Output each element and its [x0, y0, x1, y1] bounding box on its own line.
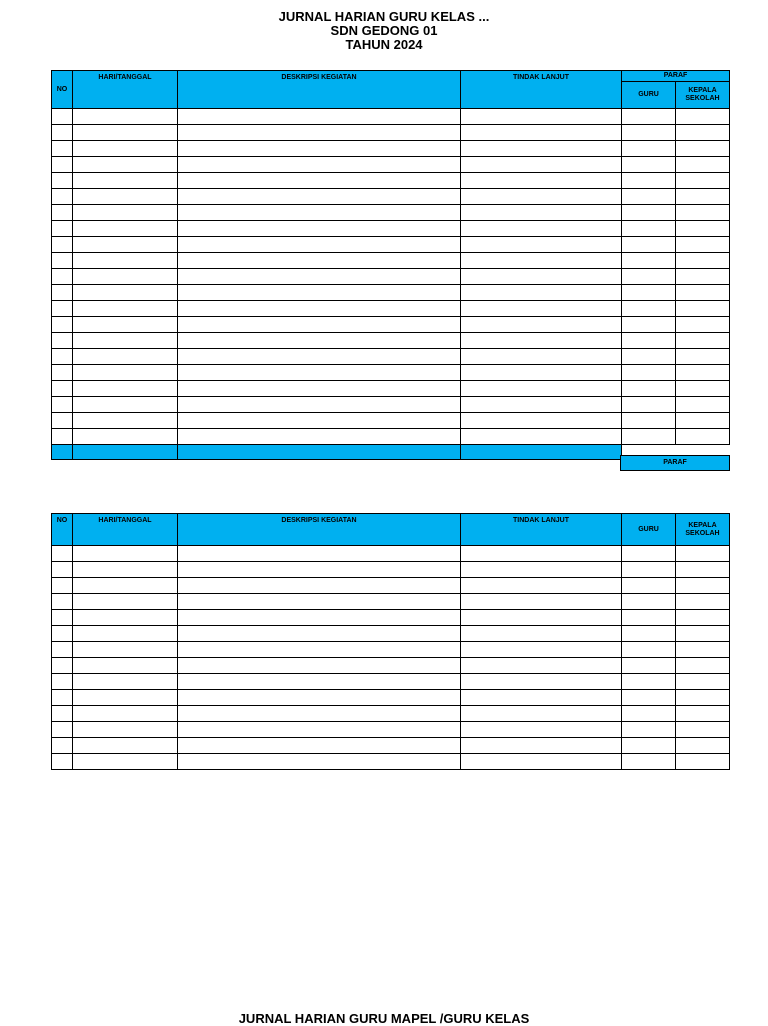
table-cell[interactable]: [52, 690, 73, 706]
table-cell[interactable]: [73, 578, 178, 594]
table-row: [52, 381, 730, 397]
table-cell[interactable]: [73, 690, 178, 706]
table-cell[interactable]: [73, 546, 178, 562]
table-cell[interactable]: [73, 141, 178, 157]
table-cell[interactable]: [178, 381, 461, 397]
table-cell[interactable]: [73, 722, 178, 738]
table-cell[interactable]: [73, 674, 178, 690]
table-cell[interactable]: [178, 690, 461, 706]
table-row: [52, 285, 730, 301]
table-cell[interactable]: [461, 594, 622, 610]
table-cell[interactable]: [461, 141, 622, 157]
table-cell[interactable]: [676, 429, 730, 445]
table-1-footer-paraf: PARAF: [620, 455, 730, 471]
table-cell[interactable]: [73, 626, 178, 642]
table-cell[interactable]: [622, 125, 676, 141]
table-cell[interactable]: [622, 221, 676, 237]
column-header-description: DESKRIPSI KEGIATAN: [178, 71, 461, 109]
table-cell[interactable]: [73, 642, 178, 658]
table-cell[interactable]: [676, 562, 730, 578]
table-cell[interactable]: [178, 642, 461, 658]
table-cell[interactable]: [178, 578, 461, 594]
table-cell[interactable]: [676, 365, 730, 381]
journal-table-1: [51, 70, 730, 460]
table-cell[interactable]: [622, 546, 676, 562]
table-cell[interactable]: [178, 413, 461, 429]
table-cell[interactable]: [461, 221, 622, 237]
table-cell[interactable]: [461, 349, 622, 365]
table-cell[interactable]: [676, 610, 730, 626]
table-cell[interactable]: [178, 125, 461, 141]
table-cell[interactable]: [622, 674, 676, 690]
table-cell[interactable]: [52, 754, 73, 770]
table-cell[interactable]: [461, 269, 622, 285]
table-row: [52, 642, 730, 658]
table-cell[interactable]: [73, 349, 178, 365]
table-cell[interactable]: [622, 706, 676, 722]
table-row: [52, 594, 730, 610]
table-cell[interactable]: [73, 221, 178, 237]
table-cell[interactable]: [622, 397, 676, 413]
table-cell[interactable]: [52, 429, 73, 445]
column-header-guru: GURU: [622, 514, 676, 546]
page-title-line-2: SDN GEDONG 01: [330, 23, 438, 38]
table-cell[interactable]: [52, 674, 73, 690]
column-header-paraf: PARAF: [622, 71, 730, 82]
table-cell[interactable]: [622, 237, 676, 253]
table-cell[interactable]: [52, 546, 73, 562]
table-cell[interactable]: [178, 189, 461, 205]
table-cell[interactable]: [622, 141, 676, 157]
table-cell[interactable]: [73, 658, 178, 674]
table-row: [52, 333, 730, 349]
table-row: [52, 269, 730, 285]
table-cell[interactable]: [622, 173, 676, 189]
table-cell[interactable]: [622, 317, 676, 333]
table-row: [52, 109, 730, 125]
table-cell[interactable]: [178, 674, 461, 690]
table-cell[interactable]: [461, 381, 622, 397]
table-row: [52, 157, 730, 173]
table-cell[interactable]: [676, 674, 730, 690]
table-cell[interactable]: [461, 285, 622, 301]
table-cell[interactable]: [622, 413, 676, 429]
table-cell[interactable]: [676, 658, 730, 674]
table-cell[interactable]: [461, 157, 622, 173]
table-cell[interactable]: [52, 141, 73, 157]
table-cell[interactable]: [622, 594, 676, 610]
table-cell[interactable]: [178, 562, 461, 578]
table-cell[interactable]: [676, 626, 730, 642]
table-cell[interactable]: [461, 562, 622, 578]
table-cell[interactable]: [52, 301, 73, 317]
table-row: [52, 626, 730, 642]
table-cell[interactable]: [676, 125, 730, 141]
column-header-follow-up: TINDAK LANJUT: [461, 71, 622, 109]
table-row: [52, 658, 730, 674]
page-title-line-3: TAHUN 2024: [345, 37, 423, 52]
table-cell[interactable]: [52, 445, 73, 460]
table-cell[interactable]: [52, 397, 73, 413]
table-cell[interactable]: [676, 173, 730, 189]
page-title-line-1: JURNAL HARIAN GURU KELAS ...: [278, 9, 490, 24]
table-cell[interactable]: [52, 722, 73, 738]
table-cell[interactable]: [461, 626, 622, 642]
table-cell[interactable]: [52, 610, 73, 626]
table-cell[interactable]: [461, 413, 622, 429]
table-cell[interactable]: [52, 706, 73, 722]
table-cell[interactable]: [73, 109, 178, 125]
table-cell[interactable]: [676, 285, 730, 301]
table-cell[interactable]: [178, 397, 461, 413]
table-cell[interactable]: [178, 546, 461, 562]
table-cell[interactable]: [73, 413, 178, 429]
table-row: [52, 546, 730, 562]
table-row: [52, 301, 730, 317]
table-cell[interactable]: [461, 738, 622, 754]
table-row: [52, 610, 730, 626]
table-cell[interactable]: [461, 706, 622, 722]
table-cell[interactable]: [461, 546, 622, 562]
table-cell[interactable]: [52, 189, 73, 205]
table-cell[interactable]: [676, 237, 730, 253]
table-row: [52, 253, 730, 269]
table-cell[interactable]: [461, 365, 622, 381]
table-cell[interactable]: [461, 754, 622, 770]
table-row: [52, 349, 730, 365]
table-cell[interactable]: [52, 221, 73, 237]
table-cell[interactable]: [73, 317, 178, 333]
table-cell[interactable]: [52, 109, 73, 125]
table-cell[interactable]: [676, 594, 730, 610]
table-cell[interactable]: [178, 722, 461, 738]
column-header-date: HARI/TANGGAL: [73, 514, 178, 546]
table-cell[interactable]: [52, 333, 73, 349]
table-cell[interactable]: [73, 445, 178, 460]
column-header-kepala-sekolah: KEPALA SEKOLAH: [676, 82, 730, 109]
table-cell[interactable]: [676, 413, 730, 429]
table-cell[interactable]: [461, 301, 622, 317]
table-cell[interactable]: [73, 429, 178, 445]
table-cell[interactable]: [73, 562, 178, 578]
table-row: [52, 429, 730, 445]
table-cell[interactable]: [52, 594, 73, 610]
table-cell[interactable]: [73, 189, 178, 205]
table-cell[interactable]: [73, 754, 178, 770]
table-cell[interactable]: [52, 658, 73, 674]
table-cell[interactable]: [178, 594, 461, 610]
table-cell[interactable]: [52, 562, 73, 578]
table-row: [52, 738, 730, 754]
table-cell[interactable]: [73, 365, 178, 381]
table-cell[interactable]: [676, 333, 730, 349]
table-cell[interactable]: [178, 253, 461, 269]
table-cell[interactable]: [178, 109, 461, 125]
table-cell[interactable]: [52, 317, 73, 333]
table-cell[interactable]: [73, 706, 178, 722]
table-cell[interactable]: [52, 237, 73, 253]
table-cell[interactable]: [676, 397, 730, 413]
table-cell[interactable]: [73, 738, 178, 754]
table-cell[interactable]: [178, 141, 461, 157]
table-cell[interactable]: [73, 173, 178, 189]
table-cell[interactable]: [622, 578, 676, 594]
column-header-kepala-sekolah: KEPALA SEKOLAH: [676, 514, 730, 546]
table-cell[interactable]: [622, 365, 676, 381]
table-cell[interactable]: [52, 173, 73, 189]
table-row: [52, 365, 730, 381]
table-row: [52, 125, 730, 141]
table-cell[interactable]: [461, 317, 622, 333]
table-cell[interactable]: [178, 237, 461, 253]
table-cell[interactable]: [461, 610, 622, 626]
table-cell[interactable]: [73, 333, 178, 349]
table-cell[interactable]: [73, 594, 178, 610]
table-cell[interactable]: [461, 445, 622, 460]
table-row: [52, 221, 730, 237]
table-cell[interactable]: [676, 109, 730, 125]
table-cell[interactable]: [622, 610, 676, 626]
table-cell[interactable]: [622, 562, 676, 578]
table-cell[interactable]: [622, 754, 676, 770]
table-cell[interactable]: [178, 429, 461, 445]
table-row: [52, 173, 730, 189]
table-cell[interactable]: [73, 157, 178, 173]
table-cell[interactable]: [676, 221, 730, 237]
table-cell[interactable]: [622, 722, 676, 738]
table-cell[interactable]: [178, 333, 461, 349]
table-row: [52, 413, 730, 429]
table-cell[interactable]: [622, 381, 676, 397]
table-cell[interactable]: [676, 754, 730, 770]
table-cell[interactable]: [622, 157, 676, 173]
table-row: [52, 141, 730, 157]
table-cell[interactable]: [622, 333, 676, 349]
table-cell[interactable]: [676, 301, 730, 317]
table-cell[interactable]: [676, 690, 730, 706]
table-cell[interactable]: [461, 333, 622, 349]
table-cell[interactable]: [676, 381, 730, 397]
table-cell[interactable]: [461, 253, 622, 269]
table-cell[interactable]: [461, 674, 622, 690]
table-cell[interactable]: [622, 642, 676, 658]
table-cell[interactable]: [73, 125, 178, 141]
table-cell[interactable]: [622, 658, 676, 674]
table-cell[interactable]: [676, 253, 730, 269]
table-cell[interactable]: [622, 269, 676, 285]
table-cell[interactable]: [52, 381, 73, 397]
table-cell[interactable]: [178, 610, 461, 626]
table-cell[interactable]: [622, 253, 676, 269]
table-cell[interactable]: [178, 445, 461, 460]
table-cell[interactable]: [676, 317, 730, 333]
table-cell[interactable]: [178, 301, 461, 317]
column-header-guru: GURU: [622, 82, 676, 109]
table-cell[interactable]: [178, 754, 461, 770]
table-cell[interactable]: [73, 205, 178, 221]
table-cell[interactable]: [52, 269, 73, 285]
table-cell[interactable]: [461, 109, 622, 125]
table-cell[interactable]: [676, 269, 730, 285]
table-row: [52, 690, 730, 706]
table-cell[interactable]: [676, 349, 730, 365]
table-row: [52, 722, 730, 738]
table-cell[interactable]: [622, 626, 676, 642]
table-cell[interactable]: [622, 301, 676, 317]
table-cell[interactable]: [178, 626, 461, 642]
table-cell[interactable]: [461, 173, 622, 189]
table-cell[interactable]: [73, 253, 178, 269]
table-row: [52, 205, 730, 221]
table-cell[interactable]: [676, 738, 730, 754]
table-cell[interactable]: [73, 381, 178, 397]
table-cell[interactable]: [178, 738, 461, 754]
table-cell[interactable]: [676, 578, 730, 594]
table-cell[interactable]: [73, 397, 178, 413]
table-row: [52, 578, 730, 594]
table-cell[interactable]: [52, 413, 73, 429]
table-cell[interactable]: [178, 349, 461, 365]
table-cell[interactable]: [461, 189, 622, 205]
table-row: [52, 317, 730, 333]
table-row: [52, 397, 730, 413]
table-cell[interactable]: [178, 269, 461, 285]
table-cell[interactable]: [178, 221, 461, 237]
table-cell[interactable]: [622, 738, 676, 754]
table-cell[interactable]: [52, 578, 73, 594]
table-cell[interactable]: [622, 189, 676, 205]
table-row: [52, 562, 730, 578]
table-row: [52, 674, 730, 690]
column-header-follow-up: TINDAK LANJUT: [461, 514, 622, 546]
table-cell[interactable]: [676, 157, 730, 173]
table-cell[interactable]: [178, 706, 461, 722]
table-cell[interactable]: [52, 365, 73, 381]
table-cell[interactable]: [622, 690, 676, 706]
column-header-date: HARI/TANGGAL: [73, 71, 178, 109]
journal-table-2: [51, 513, 730, 770]
table-cell[interactable]: [73, 237, 178, 253]
table-cell[interactable]: [461, 429, 622, 445]
table-cell[interactable]: [461, 237, 622, 253]
table-cell[interactable]: [622, 349, 676, 365]
table-cell[interactable]: [676, 546, 730, 562]
table-cell[interactable]: [622, 205, 676, 221]
table-cell[interactable]: [178, 285, 461, 301]
table-cell[interactable]: [73, 285, 178, 301]
table-cell[interactable]: [52, 738, 73, 754]
table-cell[interactable]: [461, 397, 622, 413]
table-row: [52, 189, 730, 205]
table-row: [52, 706, 730, 722]
table-row: [52, 754, 730, 770]
table-cell[interactable]: [52, 285, 73, 301]
table-cell[interactable]: [73, 301, 178, 317]
table-cell[interactable]: [178, 317, 461, 333]
table-cell[interactable]: [622, 285, 676, 301]
column-header-no: NO: [52, 71, 73, 109]
table-cell[interactable]: [52, 253, 73, 269]
table-cell[interactable]: [676, 189, 730, 205]
table-cell[interactable]: [178, 365, 461, 381]
table-cell[interactable]: [676, 205, 730, 221]
table-cell[interactable]: [461, 722, 622, 738]
next-page-title: JURNAL HARIAN GURU MAPEL /GURU KELAS: [238, 1011, 530, 1026]
table-cell[interactable]: [178, 658, 461, 674]
column-header-description: DESKRIPSI KEGIATAN: [178, 514, 461, 546]
table-cell[interactable]: [461, 658, 622, 674]
table-cell[interactable]: [52, 205, 73, 221]
table-cell[interactable]: [461, 578, 622, 594]
table-cell[interactable]: [676, 642, 730, 658]
table-cell[interactable]: [178, 205, 461, 221]
table-cell[interactable]: [178, 157, 461, 173]
table-cell[interactable]: [622, 429, 676, 445]
table-cell[interactable]: [461, 205, 622, 221]
table-cell[interactable]: [73, 610, 178, 626]
table-cell[interactable]: [676, 141, 730, 157]
table-row: [52, 237, 730, 253]
table-cell[interactable]: [73, 269, 178, 285]
table-cell[interactable]: [52, 642, 73, 658]
table-cell[interactable]: [461, 642, 622, 658]
table-cell[interactable]: [676, 722, 730, 738]
table-cell[interactable]: [52, 157, 73, 173]
table-cell[interactable]: [622, 109, 676, 125]
table-cell[interactable]: [52, 125, 73, 141]
table-cell[interactable]: [461, 690, 622, 706]
table-cell[interactable]: [52, 349, 73, 365]
column-header-no: NO: [52, 514, 73, 546]
table-cell[interactable]: [461, 125, 622, 141]
table-cell[interactable]: [676, 706, 730, 722]
table-cell[interactable]: [52, 626, 73, 642]
table-cell[interactable]: [178, 173, 461, 189]
